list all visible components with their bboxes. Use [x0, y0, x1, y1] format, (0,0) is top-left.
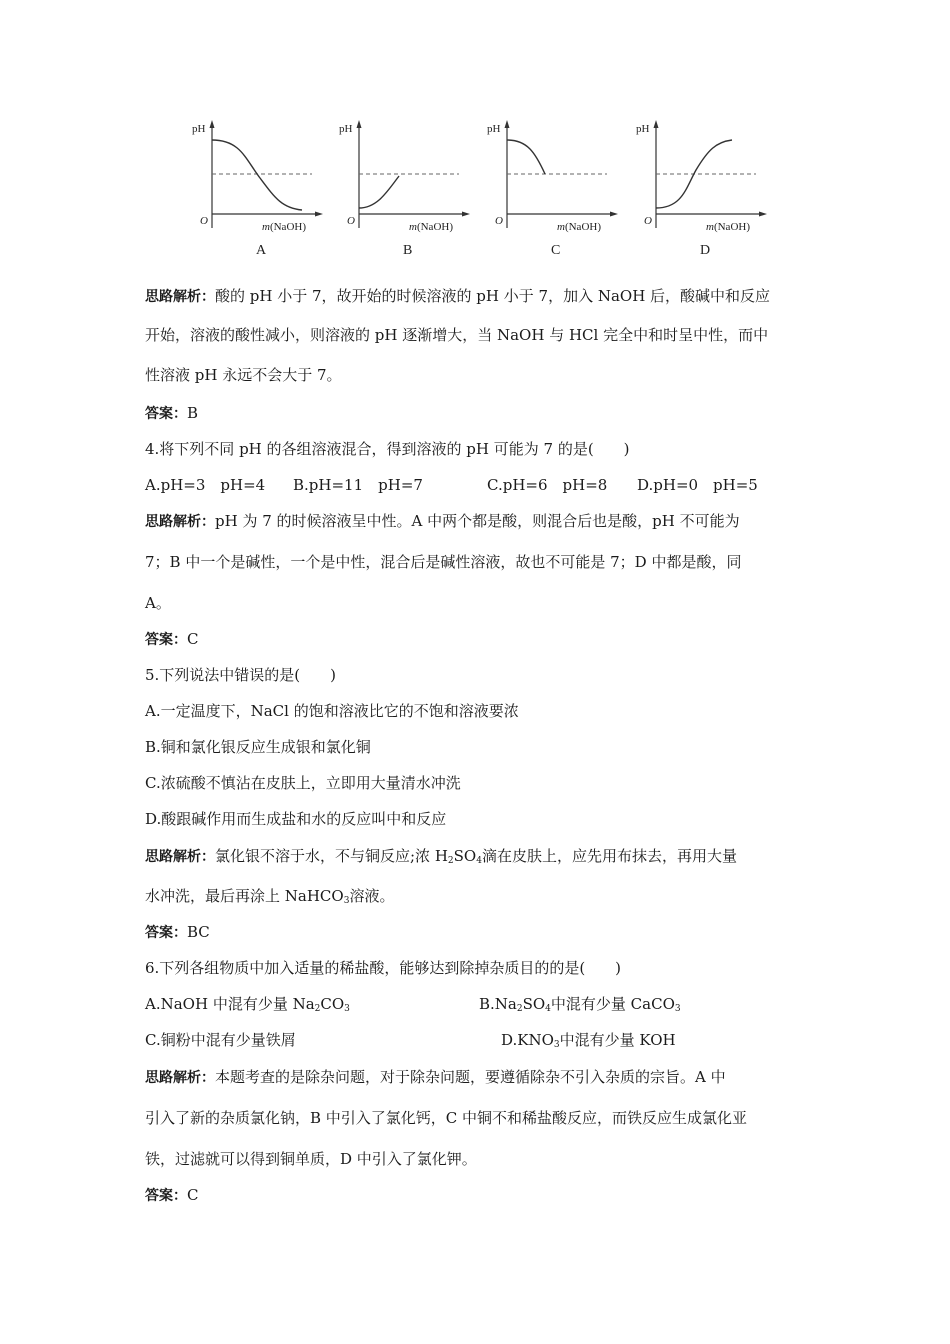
q5-answer-value: BC	[187, 923, 210, 941]
q5-analysis-text-1c: 滴在皮肤上，应先用布抹去，再用大量	[481, 847, 737, 865]
svg-text:m(NaOH)	[262, 221, 306, 233]
graph-c-letter: C	[551, 243, 561, 258]
q3-answer-value: B	[187, 404, 199, 422]
q3-answer-label: 答案：	[145, 406, 187, 422]
graph-a-svg	[190, 118, 330, 263]
graph-a-letter: A	[256, 243, 267, 258]
q6-analysis-line-1	[145, 1067, 726, 1088]
q5-analysis-text-1a: 氯化银不溶于水，不与铜反应;浓 H	[215, 847, 448, 865]
q6-option-a	[145, 994, 350, 1019]
q4-option-b: B.pH=11 pH=7	[293, 476, 423, 494]
q4-analysis-label: 思路解析：	[145, 514, 215, 530]
graph-b-origin: O	[347, 215, 355, 227]
q4-answer-label: 答案：	[145, 632, 187, 648]
q4-analysis-line-1	[145, 511, 740, 532]
graph-c-origin: O	[495, 215, 503, 227]
graph-b-letter: B	[403, 243, 413, 258]
graph-a-xrest: (NaOH)	[269, 221, 306, 233]
q6-option-b	[479, 994, 681, 1019]
graph-b-xvar: m	[409, 221, 417, 233]
q6-option-b-text-2: SO	[522, 995, 546, 1013]
q5-analysis-text-1b: SO	[453, 847, 477, 865]
q5-analysis-sub-3: 3	[343, 896, 350, 906]
q6-option-a-text-1: A.NaOH 中混有少量 Na	[145, 995, 315, 1013]
q5-answer-label: 答案：	[145, 925, 187, 941]
graph-b-ylabel: pH	[339, 123, 353, 135]
q6-option-d-sub-1: 3	[553, 1040, 560, 1050]
q3-analysis-text-2: 开始，溶液的酸性减小，则溶液的 pH 逐渐增大，当 NaOH 与 HCl 完全中和时呈中性，而中	[145, 326, 769, 344]
q6-option-b-sub-3: 3	[674, 1004, 681, 1014]
q6-answer-value: C	[187, 1186, 199, 1204]
q4-analysis-line-3	[145, 593, 171, 613]
graph-d-ylabel: pH	[636, 123, 650, 135]
graph-d-origin: O	[644, 215, 652, 227]
q4-answer-value: C	[187, 630, 199, 648]
q3-analysis-line-1	[145, 286, 770, 307]
q5-analysis-label: 思路解析：	[145, 849, 215, 865]
graph-b-xrest: (NaOH)	[416, 221, 453, 233]
q4-analysis-text-1: pH 为 7 的时候溶液呈中性。A 中两个都是酸，则混合后也是酸，pH 不可能为	[215, 512, 740, 530]
q5-analysis-text-2a: 水冲洗，最后再涂上 NaHCO	[145, 887, 344, 905]
q5-analysis-sub-2: 4	[476, 856, 482, 866]
q4-analysis-text-3: A。	[145, 594, 171, 612]
q6-analysis-text-2: 引入了新的杂质氯化钠，B 中引入了氯化钙，C 中铜不和稀盐酸反应，而铁反应生成氯化亚	[145, 1109, 748, 1127]
q4-stem: 4.将下列不同 pH 的各组溶液混合，得到溶液的 pH 可能为 7 的是( )	[145, 440, 630, 458]
graph-a-xvar: m	[262, 221, 270, 233]
q5-analysis-sub-1: 2	[447, 856, 454, 866]
graph-b-svg	[337, 118, 477, 263]
graph-d-letter: D	[700, 243, 711, 258]
q6-analysis-text-1: 本题考查的是除杂问题，对于除杂问题，要遵循除杂不引入杂质的宗旨。A 中	[215, 1068, 726, 1086]
q5-option-b: B.铜和氯化银反应生成银和氯化铜	[145, 738, 371, 756]
q6-analysis-line-2	[145, 1108, 747, 1128]
q4-option-a: A.pH=3 pH=4	[145, 476, 266, 494]
q4-analysis-line-2	[145, 552, 741, 572]
q3-analysis-text-3: 性溶液 pH 永远不会大于 7。	[145, 366, 342, 384]
svg-text:m(NaOH)	[706, 221, 750, 233]
q6-answer	[145, 1185, 198, 1206]
q3-analysis-text-1: 酸的 pH 小于 7，故开始的时候溶液的 pH 小于 7，加入 NaOH 后，酸碱中和反应	[215, 287, 771, 305]
q6-option-a-sub-2: 3	[344, 1004, 350, 1014]
q6-stem: 6.下列各组物质中加入适量的稀盐酸，能够达到除掉杂质目的的是( )	[145, 959, 622, 977]
q6-analysis-label: 思路解析：	[145, 1070, 215, 1086]
q6-analysis-text-3: 铁，过滤就可以得到铜单质，D 中引入了氯化钾。	[145, 1150, 477, 1168]
q6-option-a-text-2: CO	[320, 995, 345, 1013]
svg-text:m(NaOH)	[557, 221, 601, 233]
q3-analysis-line-2	[145, 325, 768, 345]
q4-answer	[145, 629, 198, 650]
graph-c-ylabel: pH	[487, 123, 501, 135]
q5-option-d: D.酸跟碱作用而生成盐和水的反应叫中和反应	[145, 810, 447, 828]
q5-option-c: C.浓硫酸不慎沾在皮肤上，立即用大量清水冲洗	[145, 774, 461, 792]
graph-b	[337, 118, 477, 263]
q6-option-b-sub-1: 2	[516, 1004, 523, 1014]
q5-analysis-text-2b: 溶液。	[349, 887, 395, 905]
q6-option-d-text-1: D.KNO	[501, 1031, 554, 1049]
graph-d-xvar: m	[706, 221, 714, 233]
graph-c-svg	[485, 118, 625, 263]
q3-analysis-label: 思路解析：	[145, 289, 215, 305]
q6-option-c: C.铜粉中混有少量铁屑	[145, 1031, 296, 1049]
q6-answer-label: 答案：	[145, 1188, 187, 1204]
q6-option-d	[501, 1030, 676, 1055]
q6-option-b-text-3: 中混有少量 CaCO	[550, 995, 675, 1013]
graph-a-origin: O	[200, 215, 208, 227]
q6-option-b-text-1: B.Na	[479, 995, 517, 1013]
q4-analysis-text-2: 7；B 中一个是碱性，一个是中性，混合后是碱性溶液，故也不可能是 7；D 中都是酸，同	[145, 553, 742, 571]
q6-option-b-sub-2: 4	[545, 1004, 551, 1014]
q5-analysis-line-1	[145, 846, 737, 871]
q6-option-a-sub-1: 2	[314, 1004, 321, 1014]
q5-stem: 5.下列说法中错误的是( )	[145, 666, 337, 684]
q4-option-d: D.pH=0 pH=5	[637, 476, 758, 494]
q5-answer	[145, 922, 210, 943]
q6-option-d-text-2: 中混有少量 KOH	[559, 1031, 676, 1049]
graph-a-ylabel: pH	[192, 123, 206, 135]
q5-option-a: A.一定温度下，NaCl 的饱和溶液比它的不饱和溶液要浓	[145, 702, 519, 720]
graph-d	[634, 118, 774, 263]
graph-c-xrest: (NaOH)	[564, 221, 601, 233]
q4-option-c: C.pH=6 pH=8	[487, 476, 608, 494]
svg-text:m(NaOH)	[409, 221, 453, 233]
q3-analysis-line-3	[145, 365, 342, 385]
q6-analysis-line-3	[145, 1149, 477, 1169]
graph-a	[190, 118, 330, 263]
q5-analysis-line-2	[145, 886, 394, 911]
graph-d-xrest: (NaOH)	[713, 221, 750, 233]
graph-c-xvar: m	[557, 221, 565, 233]
q3-answer	[145, 403, 198, 424]
graph-c	[485, 118, 625, 263]
graph-d-svg	[634, 118, 774, 263]
